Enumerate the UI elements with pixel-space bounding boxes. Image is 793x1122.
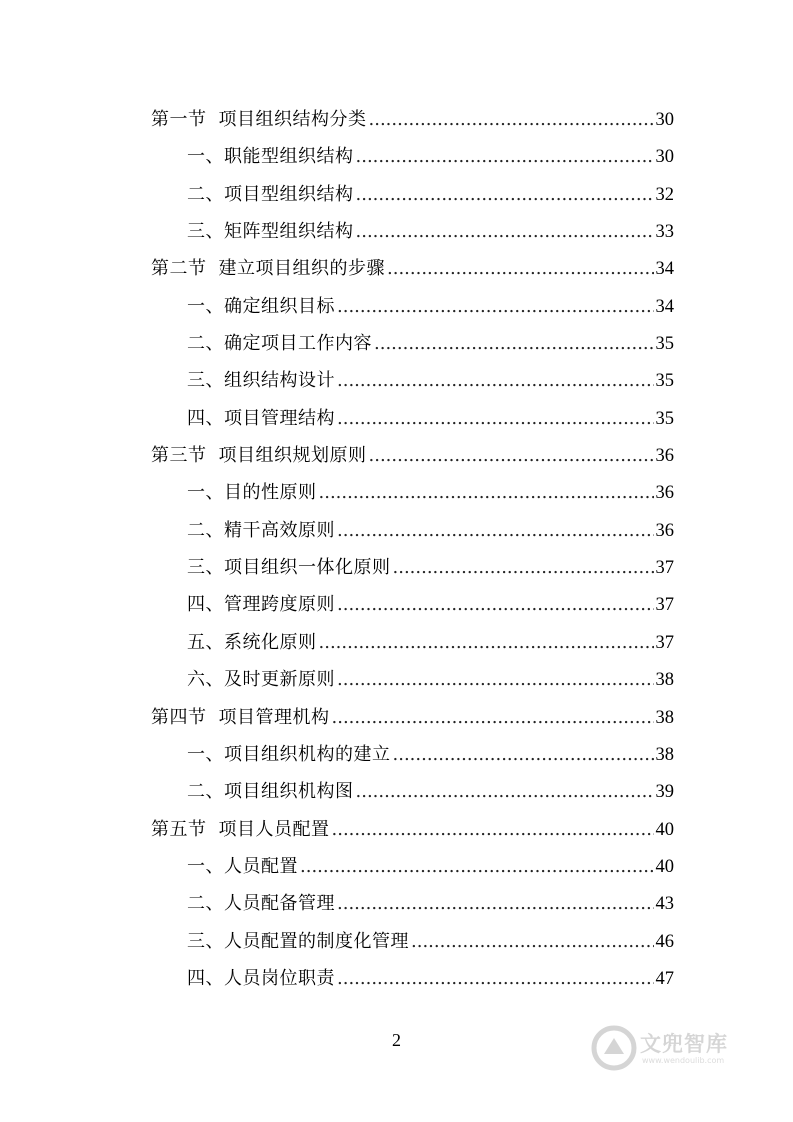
dot-leader <box>332 811 654 848</box>
toc-subsection-entry[interactable] <box>151 960 674 997</box>
toc-entry-text: 项目组织机构的建立 <box>224 743 391 765</box>
toc-entry-text: 项目型组织结构 <box>224 183 354 205</box>
toc-entry-title <box>187 288 335 325</box>
toc-subsection-entry[interactable] <box>151 736 674 773</box>
toc-entry-title <box>187 848 298 885</box>
toc-subsection-entry[interactable] <box>151 400 674 437</box>
toc-entry-label: 三、 <box>187 557 224 579</box>
toc-entry-title <box>187 362 335 399</box>
toc-subsection-entry[interactable] <box>151 885 674 922</box>
toc-entry-page: 30 <box>655 147 674 168</box>
toc-entry-page: 35 <box>655 408 674 429</box>
toc-subsection-entry[interactable] <box>151 362 674 399</box>
toc-entry-label: 三、 <box>187 930 224 952</box>
toc-entry-title <box>187 960 335 997</box>
dot-leader <box>337 960 654 997</box>
toc-entry-title <box>187 325 372 362</box>
toc-entry-page: 30 <box>655 110 674 130</box>
toc-subsection-entry[interactable] <box>151 138 674 175</box>
toc-entry-label: 五、 <box>187 631 224 653</box>
dot-leader <box>337 512 654 549</box>
toc-entry-text: 人员配备管理 <box>224 893 335 915</box>
toc-section-entry[interactable] <box>151 101 674 138</box>
toc-subsection-entry[interactable] <box>151 288 674 325</box>
toc-entry-title <box>187 736 391 773</box>
watermark <box>590 1018 750 1078</box>
toc-entry-page: 38 <box>655 707 674 728</box>
toc-entry-title <box>151 101 367 138</box>
dot-leader <box>411 923 654 960</box>
dot-leader <box>356 176 654 213</box>
toc-entry-text: 人员配置的制度化管理 <box>224 930 409 952</box>
toc-entry-text: 精干高效原则 <box>224 519 335 541</box>
dot-leader <box>356 773 654 810</box>
dot-leader <box>319 474 654 511</box>
toc-entry-page: 38 <box>655 744 674 765</box>
toc-section-entry[interactable] <box>151 437 674 474</box>
toc-section-entry[interactable] <box>151 699 674 736</box>
dot-leader <box>369 437 654 474</box>
toc-entry-label: 四、 <box>187 407 224 429</box>
toc-entry-label: 四、 <box>187 967 224 989</box>
toc-entry-page: 33 <box>655 222 674 243</box>
toc-entry-title <box>187 213 354 250</box>
toc-section-entry[interactable] <box>151 250 674 287</box>
toc-entry-page: 37 <box>655 595 674 616</box>
toc-entry-text: 组织结构设计 <box>224 370 335 392</box>
toc-entry-title <box>187 586 335 623</box>
toc-entry-text: 项目管理结构 <box>224 407 335 429</box>
toc-entry-label: 二、 <box>187 333 224 355</box>
toc-subsection-entry[interactable] <box>151 549 674 586</box>
toc-entry-label: 第二节 <box>151 258 207 280</box>
toc-entry-title <box>187 176 354 213</box>
toc-entry-label: 第五节 <box>151 818 207 840</box>
toc-entry-label: 一、 <box>187 855 224 877</box>
dot-leader <box>393 736 654 773</box>
toc-entry-title <box>187 624 317 661</box>
dot-leader <box>332 699 654 736</box>
toc-entry-page: 36 <box>655 446 674 467</box>
dot-leader <box>337 288 654 325</box>
toc-subsection-entry[interactable] <box>151 325 674 362</box>
dot-leader <box>387 250 654 287</box>
dot-leader <box>337 362 654 399</box>
toc-entry-label: 二、 <box>187 781 224 803</box>
toc-entry-label: 二、 <box>187 183 224 205</box>
toc-subsection-entry[interactable] <box>151 661 674 698</box>
toc-entry-label: 三、 <box>187 370 224 392</box>
toc-entry-page: 34 <box>655 259 674 280</box>
toc-entry-text: 建立项目组织的步骤 <box>218 258 385 280</box>
toc-entry-title <box>187 773 354 810</box>
toc-entry-title <box>187 885 335 922</box>
toc-entry-title <box>187 661 335 698</box>
toc-entry-label: 一、 <box>187 482 224 504</box>
toc-entry-label: 四、 <box>187 594 224 616</box>
toc-subsection-entry[interactable] <box>151 176 674 213</box>
toc-entry-label: 一、 <box>187 295 224 317</box>
toc-subsection-entry[interactable] <box>151 586 674 623</box>
toc-entry-label: 第一节 <box>151 109 207 130</box>
toc-entry-text: 项目人员配置 <box>218 818 330 840</box>
watermark-subtext: www.wendoulib.com <box>642 1056 725 1065</box>
toc-entry-title <box>187 923 409 960</box>
toc-entry-label: 一、 <box>187 743 224 765</box>
toc-entry-text: 矩阵型组织结构 <box>224 221 354 243</box>
toc-entry-page: 40 <box>655 819 674 840</box>
watermark-logo-icon <box>590 1024 638 1072</box>
toc-entry-text: 目的性原则 <box>224 482 317 504</box>
toc-entry-title <box>187 512 335 549</box>
dot-leader <box>356 213 654 250</box>
toc-entry-text: 项目组织一体化原则 <box>224 557 391 579</box>
toc-entry-label: 第四节 <box>151 706 207 728</box>
dot-leader <box>374 325 654 362</box>
toc-entry-page: 36 <box>655 483 674 504</box>
toc-subsection-entry[interactable] <box>151 923 674 960</box>
toc-entry-page: 40 <box>655 856 674 877</box>
toc-entry-title <box>187 549 391 586</box>
toc-subsection-entry[interactable] <box>151 213 674 250</box>
dot-leader <box>337 885 654 922</box>
toc-subsection-entry[interactable] <box>151 773 674 810</box>
toc-entry-page: 35 <box>655 334 674 355</box>
toc-entry-title <box>151 699 330 736</box>
toc-entry-text: 项目组织机构图 <box>224 781 354 803</box>
dot-leader <box>393 549 654 586</box>
toc-entry-page: 39 <box>655 782 674 803</box>
toc-entry-page: 38 <box>655 670 674 691</box>
toc-entry-text: 项目管理机构 <box>218 706 330 728</box>
toc-entry-page: 35 <box>655 371 674 392</box>
toc-entry-page: 32 <box>655 184 674 205</box>
toc-subsection-entry[interactable] <box>151 474 674 511</box>
toc-entry-text: 确定组织目标 <box>224 295 335 317</box>
toc-entry-title <box>187 474 317 511</box>
toc-entry-text: 确定项目工作内容 <box>224 333 372 355</box>
toc-entry-page: 47 <box>655 968 674 989</box>
toc-entry-text: 职能型组织结构 <box>224 146 354 168</box>
toc-entry-title <box>151 811 330 848</box>
toc-section-entry[interactable] <box>151 811 674 848</box>
toc-entry-title <box>151 250 385 287</box>
toc-entry-label: 二、 <box>187 519 224 541</box>
table-of-contents <box>151 101 674 997</box>
toc-entry-text: 人员岗位职责 <box>224 967 335 989</box>
toc-entry-page: 46 <box>655 931 674 952</box>
dot-leader <box>337 586 654 623</box>
toc-entry-label: 六、 <box>187 669 224 691</box>
toc-entry-text: 系统化原则 <box>224 631 317 653</box>
toc-entry-page: 37 <box>655 632 674 653</box>
toc-entry-page: 37 <box>655 558 674 579</box>
toc-entry-page: 43 <box>655 894 674 915</box>
toc-entry-label: 二、 <box>187 893 224 915</box>
toc-entry-text: 人员配置 <box>224 855 298 877</box>
toc-entry-text: 管理跨度原则 <box>224 594 335 616</box>
toc-subsection-entry[interactable] <box>151 624 674 661</box>
toc-entry-page: 36 <box>655 520 674 541</box>
toc-entry-text: 项目组织规划原则 <box>218 445 367 467</box>
page-number: 2 <box>392 1030 401 1050</box>
dot-leader <box>356 138 654 175</box>
toc-entry-title <box>151 437 367 474</box>
dot-leader <box>300 848 654 885</box>
toc-entry-title <box>187 138 354 175</box>
watermark-text: 文兜智库 <box>640 1032 728 1056</box>
dot-leader <box>369 101 654 138</box>
toc-entry-text: 项目组织结构分类 <box>218 109 367 130</box>
dot-leader <box>337 661 654 698</box>
toc-subsection-entry[interactable] <box>151 512 674 549</box>
dot-leader <box>337 400 654 437</box>
toc-entry-text: 及时更新原则 <box>224 669 335 691</box>
toc-entry-label: 一、 <box>187 146 224 168</box>
toc-entry-title <box>187 400 335 437</box>
toc-subsection-entry[interactable] <box>151 848 674 885</box>
toc-entry-label: 三、 <box>187 221 224 243</box>
toc-entry-page: 34 <box>655 296 674 317</box>
dot-leader <box>319 624 654 661</box>
toc-entry-label: 第三节 <box>151 445 207 467</box>
